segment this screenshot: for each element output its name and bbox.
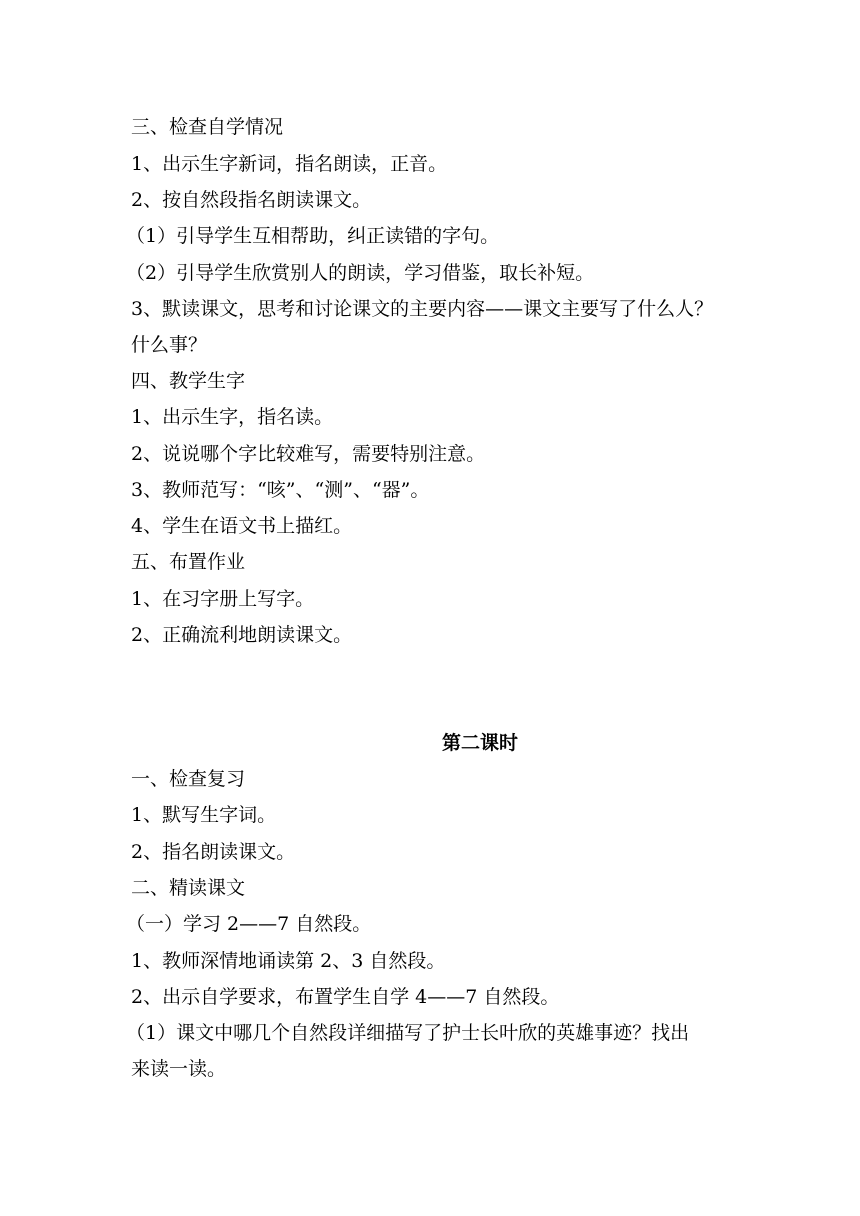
section-title: 第二课时: [441, 732, 518, 754]
paragraph-line: 4、学生在语文书上描红。: [131, 515, 353, 537]
paragraph-line: 2、按自然段指名朗读课文。: [131, 189, 372, 211]
paragraph-line: （1）课文中哪几个自然段详细描写了护士长叶欣的英雄事迹？找出: [126, 1022, 690, 1044]
paragraph-line: 1、出示生字新词，指名朗读，正音。: [131, 153, 448, 175]
paragraph-line: 1、出示生字，指名读。: [131, 406, 334, 428]
paragraph-line: （1）引导学生互相帮助，纠正读错的字句。: [126, 225, 500, 247]
heading-teach-characters: 四、教学生字: [131, 370, 246, 392]
paragraph-line: 2、正确流利地朗读课文。: [131, 624, 353, 646]
paragraph-line: 什么事？: [131, 334, 208, 356]
paragraph-line: 来读一读。: [131, 1058, 227, 1080]
heading-close-reading: 二、精读课文: [131, 877, 246, 899]
heading-check-self-study: 三、检查自学情况: [131, 116, 284, 138]
heading-review: 一、检查复习: [131, 768, 246, 790]
paragraph-line: （一）学习 2——7 自然段。: [126, 913, 372, 935]
paragraph-line: 1、教师深情地诵读第 2、3 自然段。: [131, 950, 446, 972]
paragraph-line: 1、默写生字词。: [131, 804, 277, 826]
paragraph-line: 1、在习字册上写字。: [131, 588, 315, 610]
paragraph-line: 3、默读课文，思考和讨论课文的主要内容——课文主要写了什么人？: [131, 298, 714, 320]
paragraph-line: 2、说说哪个字比较难写，需要特别注意。: [131, 443, 486, 465]
paragraph-line: 2、指名朗读课文。: [131, 841, 296, 863]
paragraph-line: （2）引导学生欣赏别人的朗读，学习借鉴，取长补短。: [126, 262, 595, 284]
paragraph-line: 2、出示自学要求，布置学生自学 4——7 自然段。: [131, 986, 560, 1008]
paragraph-line: 3、教师范写：“咳”、“测”、“器”。: [131, 479, 430, 501]
heading-assign-homework: 五、布置作业: [131, 551, 246, 573]
